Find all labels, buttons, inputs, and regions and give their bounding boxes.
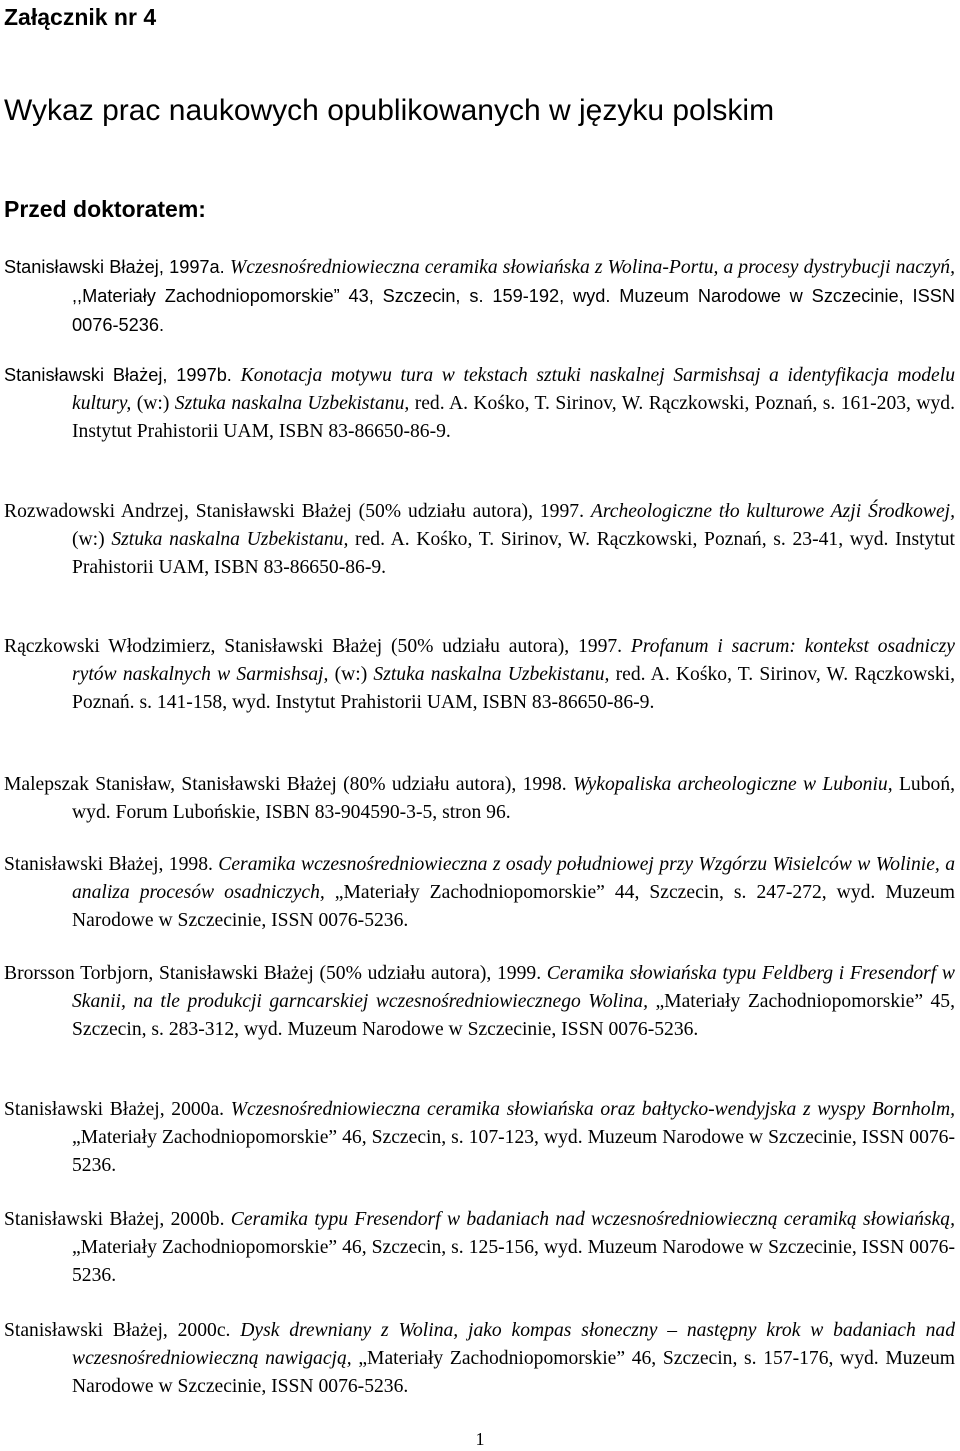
publication-entry-10: Stanisławski Błażej, 2000c. Dysk drewniany z Wolina, jako kompas słoneczny – następny krok w badaniach nad wczesnośredniowieczną nawigacją, „Materiały Zachodniopomorskie” 46, Szczecin, s. 157-176, wyd. Muzeum Narodowe w Szczecinie, ISSN 0076-5236. [4,1320,956,1397]
page-number: 1 [475,1429,485,1449]
publication-entry-1: Stanisławski Błażej, 1997a. Wczesnośredniowieczna ceramika słowiańska z Wolina-Portu, a procesy dystrybucji naczyń, ,,Materiały Zachodniopomorskie” 43, Szczecin, s. 159-192, wyd. Muzeum Narodowe w Szczecinie, ISSN 0076-5236. [4,257,955,335]
publication-entry-9: Stanisławski Błażej, 2000b. Ceramika typu Fresendorf w badaniach nad wczesnośredniowieczną ceramiką słowiańską, „Materiały Zachodniopomorskie” 46, Szczecin, s. 125-156, wyd. Muzeum Narodowe w Szczecinie, ISSN 0076-5236. [4,1209,955,1286]
publication-entry-8: Stanisławski Błażej, 2000a. Wczesnośredniowieczna ceramika słowiańska oraz bałtycko-wendyjska z wyspy Bornholm, „Materiały Zachodniopomorskie” 46, Szczecin, s. 107-123, wyd. Muzeum Narodowe w Szczecinie, ISSN 0076-5236. [4,1099,955,1176]
attachment-label: Załącznik nr 4 [4,4,157,30]
publication-entry-2: Stanisławski Błażej, 1997b. Konotacja motywu tura w tekstach sztuki naskalnej Sarmishsaj a identyfikacja modelu kultury, (w:) Sztuka naskalna Uzbekistanu, red. A. Kośko, T. Sirinov, W. Rączkowski, Poznań, s. 161-203, wyd. Instytut Prahistorii UAM, ISBN 83-86650-86-9. [4,365,955,442]
publication-entry-4: Rączkowski Włodzimierz, Stanisławski Błażej (50% udziału autora), 1997. Profanum i sacrum: kontekst osadniczy rytów naskalnych w Sarmishsaj, (w:) Sztuka naskalna Uzbekistanu, red. A. Kośko, T. Sirinov, W. Rączkowski, Poznań. s. 141-158, wyd. Instytut Prahistorii UAM, ISBN 83-86650-86-9. [4,636,955,713]
publication-entry-7: Brorsson Torbjorn, Stanisławski Błażej (50% udziału autora), 1999. Ceramika słowiańska typu Feldberg i Fresendorf w Skanii, na tle produkcji garncarskiej wczesnośredniowiecznego Wolina, „Materiały Zachodniopomorskie” 45, Szczecin, s. 283-312, wyd. Muzeum Narodowe w Szczecinie, ISSN 0076-5236. [4,963,955,1040]
page-title: Wykaz prac naukowych opublikowanych w języku polskim [4,94,775,127]
publication-entry-6: Stanisławski Błażej, 1998. Ceramika wczesnośredniowieczna z osady południowej przy Wzgórzu Wisielców w Wolinie, a analiza procesów osadniczych, „Materiały Zachodniopomorskie” 44, Szczecin, s. 247-272, wyd. Muzeum Narodowe w Szczecinie, ISSN 0076-5236. [4,854,955,931]
publication-entry-3: Rozwadowski Andrzej, Stanisławski Błażej (50% udziału autora), 1997. Archeologiczne tło kulturowe Azji Środkowej, (w:) Sztuka naskalna Uzbekistanu, red. A. Kośko, T. Sirinov, W. Rączkowski, Poznań, s. 23-41, wyd. Instytut Prahistorii UAM, ISBN 83-86650-86-9. [4,501,955,578]
publication-entry-5: Malepszak Stanisław, Stanisławski Błażej (80% udziału autora), 1998. Wykopaliska archeologiczne w Luboniu, Luboń, wyd. Forum Lubońskie, ISBN 83-904590-3-5, stron 96. [4,774,956,823]
section-heading: Przed doktoratem: [4,196,206,222]
